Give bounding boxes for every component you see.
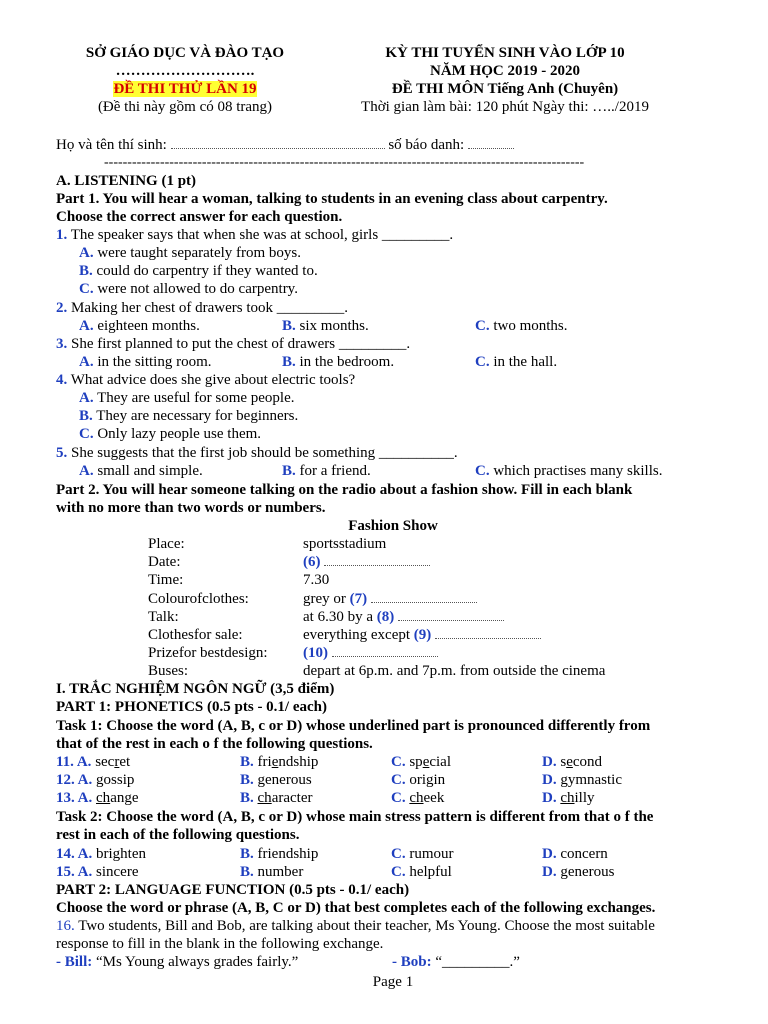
fashion-row-text: everything except xyxy=(303,627,411,643)
q14-option-d[interactable]: D. concern xyxy=(542,846,608,862)
divider: ------------------------------------------------------------------------------------------------------- xyxy=(104,155,585,170)
q3-option-b[interactable]: B. in the bedroom. xyxy=(282,354,395,370)
fashion-row-label: Place: xyxy=(148,536,185,552)
q4-option-b[interactable]: B. They are necessary for beginners. xyxy=(79,408,299,424)
q15-option-a[interactable]: 15. A. sincere xyxy=(56,864,139,880)
language-function-title: PART 2: LANGUAGE FUNCTION (0.5 pts - 0.1/ each) xyxy=(56,882,410,898)
fashion-row-label: Prizefor bestdesign: xyxy=(148,645,268,661)
fashion-row-value xyxy=(303,644,438,662)
candidate-line xyxy=(56,136,514,154)
q14-option-c[interactable]: C. rumour xyxy=(391,846,454,862)
fashion-row-label: Date: xyxy=(148,554,181,570)
header-dots: ………………………. xyxy=(115,63,255,79)
q3-option-c[interactable]: C. in the hall. xyxy=(475,354,558,370)
q12-option-a[interactable]: 12. A. gossip xyxy=(56,772,135,788)
q15-option-d[interactable]: D. generous xyxy=(542,864,615,880)
q16-bill-line: - Bill: “Ms Young always grades fairly.” xyxy=(56,954,299,970)
language-function-instruction: Choose the word or phrase (A, B, C or D) that best completes each of the following exchanges. xyxy=(56,900,656,916)
blank-number: (8) xyxy=(376,609,395,625)
q1-option-c[interactable]: C. were not allowed to do carpentry. xyxy=(79,281,298,297)
q13-option-b[interactable]: B. character xyxy=(240,790,313,806)
part2-instruction-1: Part 2. You will hear someone talking on the radio about a fashion show. Fill in each blank xyxy=(56,482,633,498)
q3-option-a[interactable]: A. in the sitting room. xyxy=(79,354,212,370)
q13-option-c[interactable]: C. cheek xyxy=(391,790,445,806)
question-2: 2. Making her chest of drawers took _________. xyxy=(56,300,349,316)
q15-option-c[interactable]: C. helpful xyxy=(391,864,452,880)
header-time: Thời gian làm bài: 120 phút Ngày thi: …../2019 xyxy=(361,99,649,115)
header-exam-title: KỲ THI TUYỂN SINH VÀO LỚP 10 xyxy=(385,45,625,61)
q5-option-c[interactable]: C. which practises many skills. xyxy=(475,463,663,479)
candidate-name-label: Họ và tên thí sinh: xyxy=(56,137,167,153)
q2-option-c[interactable]: C. two months. xyxy=(475,318,568,334)
blank-number: (9) xyxy=(413,627,432,643)
q4-option-c[interactable]: C. Only lazy people use them. xyxy=(79,426,262,442)
candidate-name-field[interactable] xyxy=(171,136,385,149)
fashion-row-label: Clothesfor sale: xyxy=(148,627,243,643)
header-school-year: NĂM HỌC 2019 - 2020 xyxy=(430,63,580,79)
phonetics-title: PART 1: PHONETICS (0.5 pts - 0.1/ each) xyxy=(56,699,328,715)
q12-option-c[interactable]: C. origin xyxy=(391,772,446,788)
answer-blank[interactable] xyxy=(324,553,430,566)
question-3: 3. She first planned to put the chest of drawers _________. xyxy=(56,336,411,352)
candidate-number-field[interactable] xyxy=(468,136,514,149)
q5-option-b[interactable]: B. for a friend. xyxy=(282,463,371,479)
q16-bob-line: - Bob: “_________.” xyxy=(392,954,520,970)
fashion-row-value xyxy=(303,662,605,680)
fashion-show-title: Fashion Show xyxy=(348,518,438,534)
fashion-row-text: 7.30 xyxy=(303,572,330,588)
section-language-title: I. TRẮC NGHIỆM NGÔN NGỮ (3,5 điểm) xyxy=(56,681,335,697)
task1-instruction-2: that of the rest in each o f the following questions. xyxy=(56,736,373,752)
header-pages: (Đề thi này gồm có 08 trang) xyxy=(97,99,273,115)
q14-option-a[interactable]: 14. A. brighten xyxy=(56,846,147,862)
q14-option-b[interactable]: B. friendship xyxy=(240,846,319,862)
part1-instruction-1: Part 1. You will hear a woman, talking to students in an evening class about carpentry. xyxy=(56,191,608,207)
part2-instruction-2: with no more than two words or numbers. xyxy=(56,500,326,516)
answer-blank[interactable] xyxy=(398,608,504,621)
part1-instruction-2: Choose the correct answer for each question. xyxy=(56,209,343,225)
section-listening-title: A. LISTENING (1 pt) xyxy=(56,173,197,189)
answer-blank[interactable] xyxy=(371,590,477,603)
fashion-row-label: Time: xyxy=(148,572,184,588)
blank-number: (6) xyxy=(303,554,321,570)
q1-option-b[interactable]: B. could do carpentry if they wanted to. xyxy=(79,263,318,279)
q11-option-b[interactable]: B. friendship xyxy=(240,754,319,770)
task2-instruction-1: Task 2: Choose the word (A, B, c or D) whose main stress pattern is different from that o f the xyxy=(56,809,654,825)
fashion-row-text: depart at 6p.m. and 7p.m. from outside the cinema xyxy=(303,663,606,679)
answer-blank[interactable] xyxy=(435,626,541,639)
fashion-row-text: at 6.30 by a xyxy=(303,609,373,625)
blank-number: (7) xyxy=(349,591,368,607)
fashion-row-label: Colourofclothes: xyxy=(148,591,249,607)
q15-option-b[interactable]: B. number xyxy=(240,864,304,880)
question-5: 5. She suggests that the first job should be something __________. xyxy=(56,445,458,461)
fashion-row-value xyxy=(303,608,504,626)
header-subject: ĐỀ THI MÔN Tiếng Anh (Chuyên) xyxy=(391,81,619,97)
q4-option-a[interactable]: A. They are useful for some people. xyxy=(79,390,295,406)
fashion-row-value xyxy=(303,626,541,644)
fashion-row-value xyxy=(303,553,430,571)
q5-option-a[interactable]: A. small and simple. xyxy=(79,463,203,479)
task2-instruction-2: rest in each of the following questions. xyxy=(56,827,300,843)
q11-option-a[interactable]: 11. A. secret xyxy=(56,754,131,770)
blank-number: (10) xyxy=(303,645,328,661)
q12-option-b[interactable]: B. generous xyxy=(240,772,312,788)
q1-option-a[interactable]: A. were taught separately from boys. xyxy=(79,245,302,261)
question-4: 4. What advice does she give about electric tools? xyxy=(56,372,356,388)
question-16-line2: response to fill in the blank in the following exchange. xyxy=(56,936,384,952)
question-1: 1. The speaker says that when she was at school, girls _________. xyxy=(56,227,454,243)
answer-blank[interactable] xyxy=(332,644,438,657)
fashion-row-text: grey or xyxy=(303,591,346,607)
q13-option-a[interactable]: 13. A. change xyxy=(56,790,139,806)
candidate-number-label: số báo danh: xyxy=(388,137,465,153)
q2-option-a[interactable]: A. eighteen months. xyxy=(79,318,200,334)
q11-option-c[interactable]: C. special xyxy=(391,754,452,770)
page-number: Page 1 xyxy=(372,974,414,990)
exam-trial-number: ĐỀ THI THỬ LẦN 19 xyxy=(113,81,257,97)
fashion-row-value xyxy=(303,590,477,608)
header-exam-label xyxy=(40,80,330,98)
fashion-row-label: Talk: xyxy=(148,609,179,625)
q13-option-d[interactable]: D. chilly xyxy=(542,790,595,806)
q2-option-b[interactable]: B. six months. xyxy=(282,318,369,334)
q11-option-d[interactable]: D. second xyxy=(542,754,603,770)
question-16: 16. Two students, Bill and Bob, are talking about their teacher, Ms Young. Choose the most suitable xyxy=(56,918,655,934)
fashion-row-text: sportsstadium xyxy=(303,536,387,552)
header-org: SỞ GIÁO DỤC VÀ ĐÀO TẠO xyxy=(85,45,285,61)
fashion-row-value xyxy=(303,535,386,553)
q12-option-d[interactable]: D. gymnastic xyxy=(542,772,622,788)
task1-instruction-1: Task 1: Choose the word (A, B, c or D) whose underlined part is pronounced differently from xyxy=(56,718,651,734)
fashion-row-value xyxy=(303,571,329,589)
fashion-row-label: Buses: xyxy=(148,663,189,679)
